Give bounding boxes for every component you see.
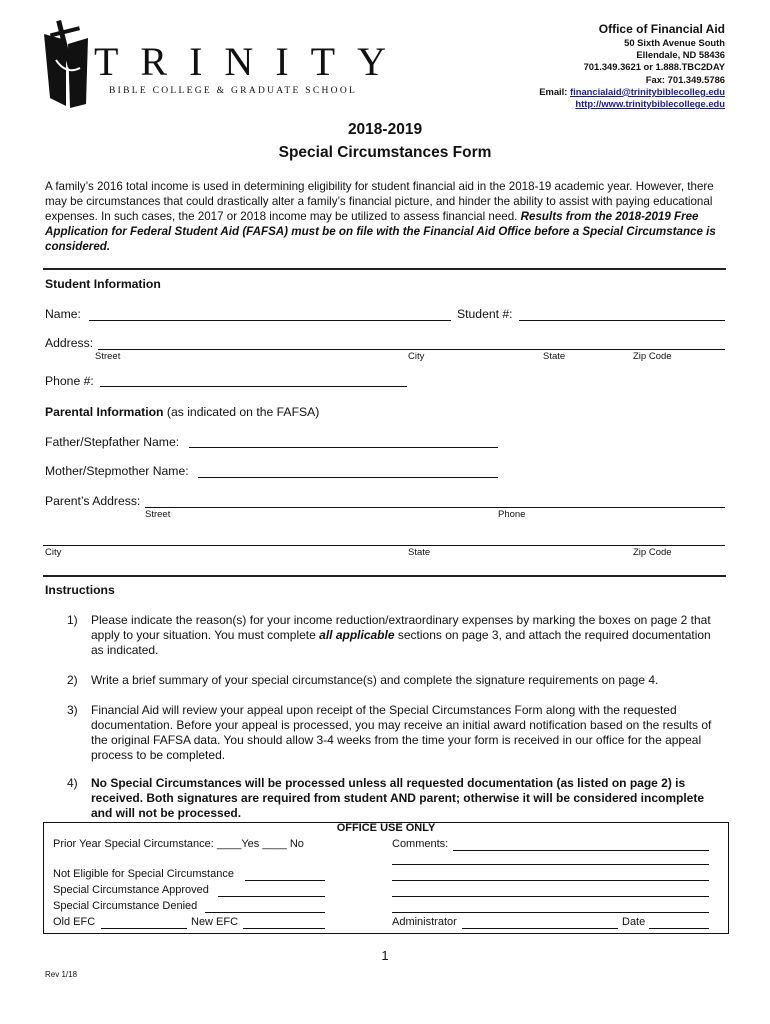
contact-block bbox=[539, 22, 725, 110]
comments-label: Comments: bbox=[392, 838, 449, 850]
intro-paragraph bbox=[45, 179, 735, 254]
comments-line[interactable] bbox=[392, 880, 709, 881]
not-eligible-line[interactable] bbox=[245, 880, 325, 881]
prior-year-field: Prior Year Special Circumstance: ____Yes ____ No bbox=[53, 838, 304, 850]
denied-label: Special Circumstance Denied bbox=[53, 900, 198, 912]
instruction-text: No Special Circumstances will be processed unless all requested documentation (as listed on page 2) is received. Both signatures are required from student AND parent; otherwise it will be considered incomplete and will not be processed. bbox=[91, 776, 705, 820]
address-line-2: Ellendale, ND 58436 bbox=[636, 49, 725, 61]
form-title: Special Circumstances Form bbox=[278, 144, 492, 161]
office-name: Office of Financial Aid bbox=[598, 22, 725, 36]
student-number-label: Student #: bbox=[457, 307, 513, 321]
zip-caption: Zip Code bbox=[633, 351, 672, 362]
instruction-text bbox=[91, 613, 721, 658]
instruction-item bbox=[45, 673, 725, 688]
date-line[interactable] bbox=[649, 928, 709, 929]
address-line-1: 50 Sixth Avenue South bbox=[624, 37, 725, 48]
instruction-item bbox=[45, 703, 725, 763]
divider bbox=[43, 575, 726, 577]
logo-subtitle: BIBLE COLLEGE & GRADUATE SCHOOL bbox=[109, 86, 358, 96]
new-efc-label: New EFC bbox=[191, 916, 239, 928]
address-field[interactable] bbox=[98, 349, 725, 350]
logo-wordmark: TRINITY bbox=[94, 39, 408, 84]
instruction-text: Write a brief summary of your special circumstance(s) and complete the signature requirements on page 4. bbox=[91, 673, 659, 687]
email-line bbox=[539, 86, 725, 98]
instructions-heading: Instructions bbox=[45, 583, 115, 597]
student-info-heading: Student Information bbox=[45, 277, 161, 291]
email-label: Email: bbox=[539, 85, 568, 97]
page-number: 1 bbox=[381, 948, 389, 963]
office-use-box bbox=[43, 822, 729, 934]
revision-label: Rev 1/18 bbox=[45, 970, 78, 979]
approved-label: Special Circumstance Approved bbox=[53, 884, 209, 896]
mother-label: Mother/Stepmother Name: bbox=[45, 464, 189, 478]
parent-address-label: Parent’s Address: bbox=[45, 494, 141, 508]
website-link[interactable]: http://www.trinitybiblecollege.edu bbox=[575, 98, 725, 110]
instruction-text-part: sections on page 3, and attach the required documentation as indicated. bbox=[91, 628, 711, 657]
logo bbox=[36, 20, 408, 110]
parent-city-caption: City bbox=[45, 547, 62, 558]
instruction-number: 1) bbox=[67, 613, 78, 627]
email-link[interactable]: financialaid@trinitybiblecolleg.edu bbox=[570, 85, 725, 97]
parent-state-caption: State bbox=[408, 547, 431, 558]
intro-emphasis: Results from the 2018-2019 Free Application for Federal Student Aid (FAFSA) must be on file with the Financial Aid Office before a Special Circumstance is considered. bbox=[45, 210, 716, 253]
address-label: Address: bbox=[45, 336, 94, 350]
street-caption: Street bbox=[95, 351, 121, 362]
parent-phone-caption: Phone bbox=[498, 509, 526, 520]
old-efc-label: Old EFC bbox=[53, 916, 96, 928]
parent-street-caption: Street bbox=[145, 509, 171, 520]
comments-line[interactable] bbox=[453, 850, 709, 851]
new-efc-line[interactable] bbox=[243, 928, 325, 929]
instruction-number: 4) bbox=[67, 776, 78, 790]
instruction-text: Financial Aid will review your appeal upon receipt of the Special Circumstances Form along with the requested documentation. Before your appeal is processed, you may receive an initial award notification based on the results of the original FAFSA data. You should allow 3-4 weeks from the time your form is received in our office for the appeal process to be completed. bbox=[91, 703, 712, 762]
instruction-number: 2) bbox=[67, 673, 78, 687]
father-label: Father/Stepfather Name: bbox=[45, 435, 180, 449]
instruction-emphasis: all applicable bbox=[319, 628, 395, 642]
state-caption: State bbox=[543, 351, 566, 362]
instruction-number: 3) bbox=[67, 703, 78, 717]
parent-city-field[interactable] bbox=[43, 545, 725, 546]
denied-line[interactable] bbox=[205, 912, 325, 913]
administrator-label: Administrator bbox=[392, 916, 457, 928]
divider bbox=[43, 268, 726, 270]
parent-zip-caption: Zip Code bbox=[633, 547, 672, 558]
instruction-item bbox=[45, 613, 725, 658]
approved-line[interactable] bbox=[218, 896, 325, 897]
phone-label: Phone #: bbox=[45, 374, 94, 388]
comments-line[interactable] bbox=[392, 864, 709, 865]
city-caption: City bbox=[408, 351, 425, 362]
name-label: Name: bbox=[45, 307, 81, 321]
cross-logo-icon bbox=[36, 20, 94, 110]
phone-line: 701.349.3621 or 1.888.TBC2DAY bbox=[583, 61, 725, 73]
old-efc-line[interactable] bbox=[101, 928, 187, 929]
name-field[interactable] bbox=[89, 320, 451, 321]
phone-field[interactable] bbox=[100, 386, 407, 387]
parent-heading-note: (as indicated on the FAFSA) bbox=[166, 405, 320, 419]
father-name-field[interactable] bbox=[189, 447, 498, 448]
parent-info-heading bbox=[45, 405, 319, 419]
intro-text: A family’s 2016 total income is used in determining eligibility for student financial aid in the 2018-19 academic year. However, there may be circumstances that could drastically alter a family’s financial picture, and hinder the ability to assist with paying educational expenses. In such cases, the 2017 or 2018 income may be utilized to assess financial need. bbox=[45, 180, 714, 223]
form-year: 2018-2019 bbox=[347, 121, 423, 138]
fax-line: Fax: 701.349.5786 bbox=[645, 73, 725, 85]
student-number-field[interactable] bbox=[519, 320, 725, 321]
mother-name-field[interactable] bbox=[198, 477, 498, 478]
parent-address-field[interactable] bbox=[145, 507, 725, 508]
not-eligible-label: Not Eligible for Special Circumstance bbox=[53, 868, 234, 880]
comments-line[interactable] bbox=[392, 912, 709, 913]
date-label: Date bbox=[622, 916, 646, 928]
office-use-title: OFFICE USE ONLY bbox=[336, 822, 436, 834]
instruction-item bbox=[45, 776, 725, 821]
comments-line[interactable] bbox=[392, 896, 709, 897]
administrator-line[interactable] bbox=[462, 928, 618, 929]
parent-heading-text: Parental Information bbox=[45, 405, 164, 419]
instruction-text-part: Please indicate the reason(s) for your income reduction/extraordinary expenses by marking the boxes on page 2 that apply to your situation. You must complete bbox=[91, 613, 711, 642]
